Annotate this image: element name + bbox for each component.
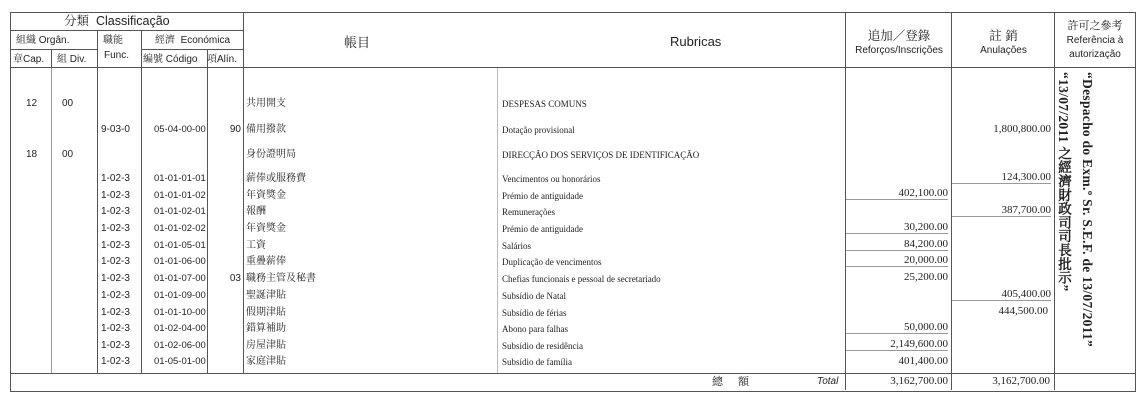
- row-cod: 05-04-00-00: [154, 124, 206, 135]
- row-cod: 01-01-01-01: [154, 173, 206, 184]
- row-func: 1-02-3: [101, 323, 130, 334]
- row-cod: 01-01-02-01: [154, 206, 206, 217]
- row-func: 1-02-3: [101, 356, 130, 367]
- row-reforco: 20,000.00: [846, 254, 948, 267]
- row-rubrica-zh: 重疊薪俸: [246, 256, 286, 267]
- header-rubricas-pt: Rubricas: [670, 34, 722, 49]
- row-func: 1-02-3: [101, 256, 130, 267]
- authorization-reference: “Despacho do Exm.º Sr. S.E.F. de 13/07/2011” “13/07/2011 之經濟財政司司長批示”: [1056, 72, 1095, 348]
- row-anulacao: 387,700.00: [952, 204, 1051, 217]
- row-rubrica-zh: 職務主管及秘書: [246, 273, 316, 284]
- row-rubrica-pt: Prémio de antiguidade: [502, 191, 583, 201]
- row-rubrica-pt: Abono para falhas: [502, 324, 568, 334]
- total-separator: [10, 373, 1135, 374]
- col-rule-rubrica-pt: [497, 68, 498, 373]
- row-rubrica-pt: Prémio de antiguidade: [502, 224, 583, 234]
- row-rubrica-zh: 薪俸或服務費: [246, 173, 306, 184]
- row-rubrica-zh: 年資獎金: [246, 190, 286, 201]
- row-cap: 12: [26, 98, 38, 109]
- row-rubrica-zh: 工資: [246, 240, 266, 251]
- row-rubrica-pt: Subsídio de férias: [502, 308, 567, 318]
- row-rubrica-pt: Remunerações: [502, 207, 555, 217]
- header-autorizacao-pt2: autorização: [1069, 49, 1121, 60]
- row-cod: 01-01-09-00: [154, 290, 206, 301]
- row-anulacao: 124,300.00: [952, 171, 1051, 184]
- row-alin: 03: [229, 273, 241, 284]
- row-rubrica-zh: 房屋津貼: [246, 340, 286, 351]
- header-alinea: 項Alín.: [207, 54, 238, 65]
- total-label-pt: Total: [817, 376, 839, 387]
- row-cod: 01-01-02-02: [154, 223, 206, 234]
- col-rule-cap: [51, 49, 52, 67]
- row-div: 00: [62, 149, 74, 160]
- row-rubrica-pt: DIRECÇÃO DOS SERVIÇOS DE IDENTIFICAÇÃO: [502, 150, 700, 160]
- header-rule-subcodes-2: [141, 49, 243, 50]
- header-autorizacao-pt1: Referência à: [1066, 35, 1124, 46]
- header-classificacao: 分類 Classificação: [64, 14, 170, 28]
- row-reforco: 402,100.00: [846, 187, 948, 200]
- row-rubrica-zh: 聖誕津貼: [246, 290, 286, 301]
- header-reforcos-zh: 追加／登錄: [867, 29, 931, 43]
- header-anulacoes-pt: Anulações: [980, 45, 1027, 56]
- total-anulacao: 3,162,700.00: [992, 375, 1050, 387]
- header-funcional-pt: Func.: [104, 50, 130, 61]
- row-func: 1-02-3: [101, 340, 130, 351]
- row-reforco: 50,000.00: [846, 321, 948, 334]
- row-cod: 01-01-05-01: [154, 240, 206, 251]
- row-reforco: 84,200.00: [846, 238, 948, 251]
- row-cod: 01-02-06-00: [154, 340, 206, 351]
- row-func: 1-02-3: [101, 173, 130, 184]
- row-cap: 18: [26, 149, 38, 160]
- col-rule-div: [51, 68, 52, 373]
- row-reforco: 401,400.00: [898, 355, 948, 367]
- header-autorizacao-zh: 許可之參考: [1067, 20, 1123, 32]
- header-rule-classificacao: [10, 30, 243, 31]
- row-rubrica-pt: Subsídio de família: [502, 357, 572, 367]
- row-cod: 01-02-04-00: [154, 323, 206, 334]
- row-reforco: 25,200.00: [904, 271, 948, 283]
- header-reforcos-pt: Reforços/Inscrições: [855, 45, 943, 56]
- header-codigo: 編號 Código: [143, 54, 198, 65]
- row-reforco: 30,200.00: [846, 221, 948, 234]
- row-func: 1-02-3: [101, 240, 130, 251]
- row-cod: 01-05-01-00: [154, 356, 206, 367]
- row-rubrica-pt: Subsídio de Natal: [502, 291, 566, 301]
- row-reforco: 2,149,600.00: [846, 338, 948, 351]
- row-func: 1-02-3: [101, 223, 130, 234]
- col-rule-funcional: [141, 30, 142, 373]
- row-anulacao: 405,400.00: [952, 288, 1051, 301]
- row-func: 1-02-3: [101, 190, 130, 201]
- row-cod: 01-01-10-00: [154, 307, 206, 318]
- row-rubrica-pt: Chefias funcionais e pessoal de secretariado: [502, 274, 661, 284]
- row-rubrica-zh: 身份證明局: [246, 149, 296, 160]
- row-cod: 01-01-06-00: [154, 256, 206, 267]
- row-rubrica-zh: 假期津貼: [246, 307, 286, 318]
- total-reforco: 3,162,700.00: [890, 375, 948, 387]
- row-rubrica-pt: Salários: [502, 241, 531, 251]
- row-rubrica-zh: 備用撥款: [246, 124, 286, 135]
- header-economica: 經濟 Económica: [155, 35, 231, 46]
- row-func: 1-02-3: [101, 273, 130, 284]
- row-cod: 01-01-07-00: [154, 273, 206, 284]
- row-func: 1-02-3: [101, 206, 130, 217]
- col-rule-organica: [97, 30, 98, 373]
- header-separator: [10, 67, 1135, 68]
- header-rule-subcodes: [10, 49, 97, 50]
- col-rule-economica: [243, 12, 244, 373]
- row-rubrica-pt: Vencimentos ou honorários: [502, 174, 601, 184]
- header-rubricas-zh: 帳目: [344, 35, 371, 50]
- row-func: 1-02-3: [101, 290, 130, 301]
- row-func: 1-02-3: [101, 307, 130, 318]
- row-div: 00: [62, 98, 74, 109]
- row-rubrica-zh: 共用開支: [246, 98, 286, 109]
- row-rubrica-pt: Subsídio de residência: [502, 341, 583, 351]
- row-rubrica-zh: 年資獎金: [246, 223, 286, 234]
- budget-table: [10, 12, 1136, 392]
- row-anulacao: 444,500.00: [998, 305, 1048, 317]
- total-label-zh: 總 額: [712, 376, 751, 388]
- row-alin: 90: [229, 124, 241, 135]
- col-rule-anulacoes: [951, 12, 952, 390]
- row-cod: 01-01-01-02: [154, 190, 206, 201]
- row-anulacao: 1,800,800.00: [993, 123, 1051, 135]
- row-rubrica-zh: 報酬: [246, 206, 266, 217]
- row-rubrica-pt: DESPESAS COMUNS: [502, 99, 587, 109]
- row-rubrica-pt: Duplicação de vencimentos: [502, 257, 602, 267]
- row-func: 9-03-0: [101, 124, 130, 135]
- header-funcional-zh: 職能: [103, 35, 123, 46]
- header-divisao: 組 Div.: [57, 54, 87, 65]
- header-organica: 組織 Orgân.: [16, 35, 70, 46]
- row-rubrica-zh: 錯算補助: [246, 323, 286, 334]
- row-rubrica-zh: 家庭津貼: [246, 356, 286, 367]
- header-anulacoes-zh: 註 銷: [989, 29, 1018, 43]
- row-rubrica-pt: Dotação provisional: [502, 125, 575, 135]
- col-rule-codigo: [207, 49, 208, 373]
- header-capitulo: 章Cap.: [13, 54, 45, 65]
